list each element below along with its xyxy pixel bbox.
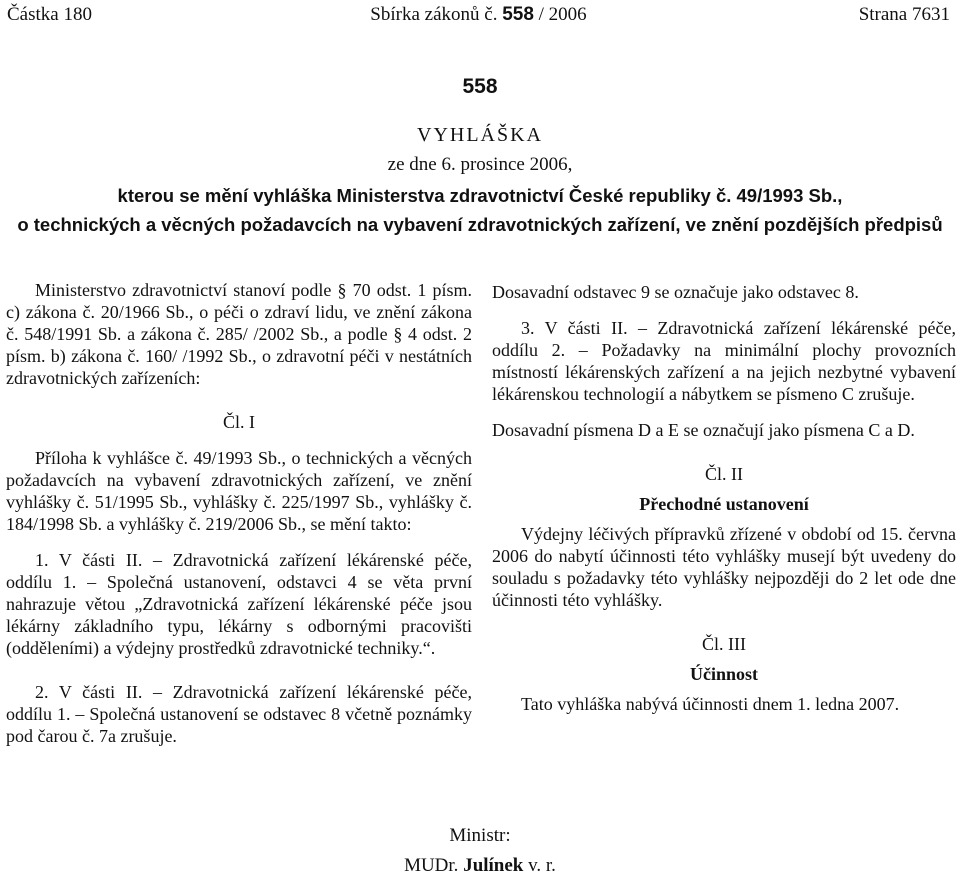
intro-paragraph: Ministerstvo zdravotnictví stanoví podle § 70 odst. 1 písm. c) zákona č. 20/1966 Sb., o péči o zdraví lidu, ve znění zákona č. 548/1991 Sb. a zákona č. 285/ /2002 Sb., a podle § 4 odst. 2 písm. b) zákona č. 160/ /1992 Sb., o zdravotní péči v nestátních zdravotnických zařízeních: (6, 280, 472, 388)
document-number: 558 (462, 75, 498, 98)
document-kind: VYHLÁŠKA (417, 124, 543, 146)
note-1: Dosavadní odstavec 9 se označuje jako odstavec 8. (492, 282, 859, 302)
signature-title: MUDr. (404, 855, 459, 876)
page-header (7, 4, 950, 28)
point-3: 3. V části II. – Zdravotnická zařízení lékárenské péče, oddílu 2. – Požadavky na minimální plochy provozních místností lékárenských zařízení a na jejich nezbytné vybavení lékárenskou technologií a nábytkem se písmeno C zrušuje. (492, 318, 956, 404)
article-1-heading: Čl. I (222, 412, 255, 432)
article-3-title: Účinnost (689, 664, 758, 684)
point-2: 2. V části II. – Zdravotnická zařízení lékárenské péče, oddílu 1. – Společná ustanovení se odstavec 8 včetně poznámky pod čarou č. 7a zrušuje. (6, 682, 472, 746)
header-collection (7, 4, 950, 26)
header-issue: Částka 180 (7, 4, 92, 25)
signature-role: Ministr: (449, 825, 511, 846)
document-date: ze dne 6. prosince 2006, (387, 154, 573, 175)
header-collection-suffix: / 2006 (538, 4, 587, 25)
annex-paragraph: Příloha k vyhlášce č. 49/1993 Sb., o technických a věcných požadavcích na vybavení zdravotnických zařízení, ve znění vyhlášky č. 51/1995 Sb., vyhlášky č. 225/1997 Sb., vyhlášky č. 184/1998 Sb. a vyhlášky č. 219/2006 Sb., se mění takto: (6, 448, 472, 534)
document-title-line-1: kterou se mění vyhláška Ministerstva zdravotnictví České republiky č. 49/1993 Sb., (117, 185, 843, 206)
point-1: 1. V části II. – Zdravotnická zařízení lékárenské péče, oddílu 1. – Společná ustanovení, odstavci 4 se věta první nahrazuje větou „Zdravotnická zařízení lékárenské péče jsou lékárny základního typu, lékárny s odbornými pracovišti (odděleními) a výdejny prostředků zdravotnické techniky.“. (6, 550, 472, 658)
document-title (8, 181, 952, 239)
header-collection-prefix: Sbírka zákonů č. (370, 4, 498, 25)
header-collection-number: 558 (502, 4, 534, 25)
signature-suffix: v. r. (528, 855, 556, 876)
header-page: Strana 7631 (858, 4, 950, 25)
document-title-line-2: o technických a věcných požadavcích na vybavení zdravotnických zařízení, ve znění pozdějších předpisů (17, 214, 943, 235)
note-2: Dosavadní písmena D a E se označují jako písmena C a D. (492, 420, 915, 440)
article-3-text: Tato vyhláška nabývá účinnosti dnem 1. ledna 2007. (521, 694, 900, 714)
signature-name: Julínek (463, 855, 524, 876)
left-column (6, 279, 472, 747)
right-column (492, 281, 956, 715)
article-3-heading: Čl. III (702, 634, 746, 654)
article-2-text: Výdejny léčivých přípravků zřízené v období od 15. června 2006 do nabytí účinnosti této vyhlášky musejí být uvedeny do souladu s požadavky této vyhlášky nejpozději do 2 let ode dne účinnosti této vyhlášky. (492, 524, 956, 610)
signature (0, 855, 960, 877)
article-2-heading: Čl. II (705, 464, 743, 484)
article-2-title: Přechodné ustanovení (639, 494, 809, 514)
